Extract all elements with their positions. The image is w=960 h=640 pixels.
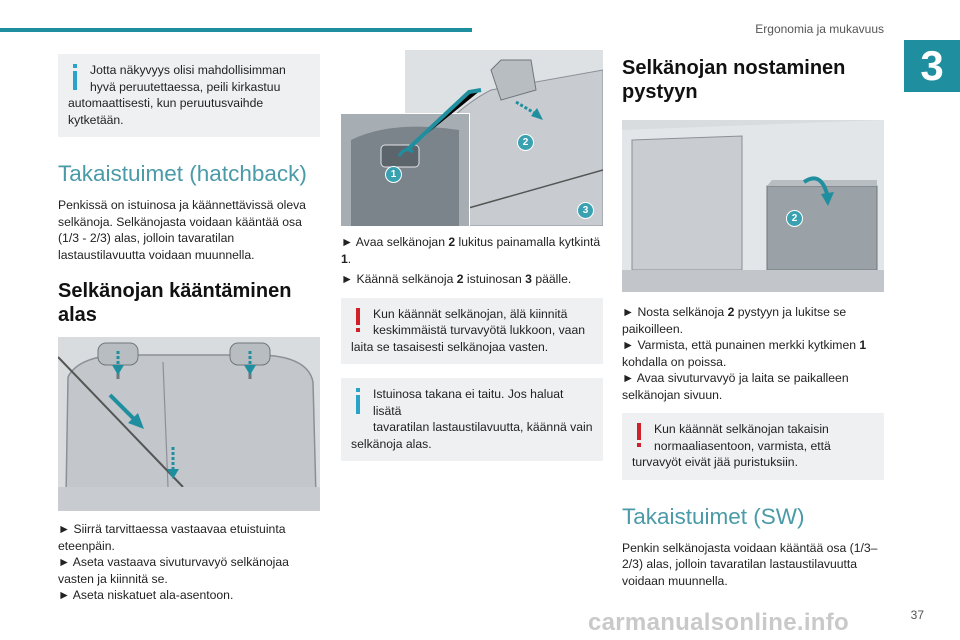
step-text: ► Avaa selkänojan 2 lukitus painamalla kytkintä 1. xyxy=(341,235,601,266)
warning-line: keskimmäistä turvavyötä lukkoon, vaan xyxy=(373,323,586,337)
seat-raise-illustration xyxy=(622,120,884,292)
step-text: ► Siirrä tarvittaessa vastaavaa etuistuinta eteenpäin. xyxy=(58,522,286,553)
warning-text: laita se tasaisesti selkänojaa vasten. xyxy=(351,339,549,354)
chapter-number: 3 xyxy=(904,40,960,92)
warning-box xyxy=(341,298,603,365)
callout-label: 2 xyxy=(786,210,803,227)
step-text: ► Varmista, että punainen merkki kytkimen 1 kohdalla on poissa. xyxy=(622,338,867,369)
step-text: ► Aseta vastaava sivuturvavyö selkänojaa vasten ja kiinnitä se. xyxy=(58,555,289,586)
intro-text: Penkissä on istuinosa ja käännettävissä oleva selkänoja. Selkänojasta voidaan kääntää osa (1/3 - 2/3) alas, jolloin tavaratilan lastaustilavuutta voidaan muunnella. xyxy=(58,198,306,262)
info-text: automaattisesti, kun peruutusvaihde kytketään. xyxy=(68,96,264,127)
warning-icon xyxy=(351,306,365,336)
column-3 xyxy=(622,50,884,589)
page-number: 37 xyxy=(910,608,924,622)
subheading: Selkänojan nostaminen pystyyn xyxy=(622,57,846,103)
warning-box xyxy=(622,413,884,480)
step-text: ► Käännä selkänoja 2 istuinosan 3 päälle. xyxy=(341,272,572,286)
step-text: ► Aseta niskatuet ala-asentoon. xyxy=(58,588,234,602)
section-heading: Takaistuimet (hatchback) xyxy=(58,161,307,186)
info-icon xyxy=(68,62,82,92)
info-text: selkänoja alas. xyxy=(351,436,432,451)
warning-text: turvavyöt eivät jää puristuksiin. xyxy=(632,455,798,469)
step-text: ► Nosta selkänoja 2 pystyyn ja lukitse se paikoilleen. xyxy=(622,305,847,336)
callout-label: 2 xyxy=(517,134,534,151)
warning-line: Kun käännät selkänojan, älä kiinnitä xyxy=(373,306,568,321)
rear-seat-illustration xyxy=(58,337,320,511)
callout-label: 3 xyxy=(577,202,594,219)
header-bar xyxy=(0,28,472,32)
info-line: Jotta näkyvyys olisi mahdollisimman xyxy=(90,63,286,77)
column-2 xyxy=(341,50,603,461)
step-text: ► Avaa sivuturvavyö ja laita se paikalleen selkänojan sivuun. xyxy=(622,371,849,402)
warning-icon xyxy=(632,421,646,451)
warning-line: Kun käännät selkänojan takaisin xyxy=(654,422,829,436)
column-1 xyxy=(58,50,320,604)
sw-text: Penkin selkänojasta voidaan kääntää osa (1/3–2/3) alas, jolloin tavaratilan lastaustilavuutta voidaan muunnella. xyxy=(622,540,878,588)
info-box xyxy=(341,378,603,461)
info-line: tavaratilan lastaustilavuutta, käännä vain xyxy=(373,420,593,434)
seat-release-illustration xyxy=(341,50,603,226)
watermark: carmanualsonline.info xyxy=(588,609,850,636)
section-title: Ergonomia ja mukavuus xyxy=(755,22,884,36)
callout-label: 1 xyxy=(385,166,402,183)
section-heading: Takaistuimet (SW) xyxy=(622,503,805,529)
info-icon xyxy=(351,386,365,416)
warning-line: normaaliasentoon, varmista, että xyxy=(654,438,831,453)
info-box xyxy=(58,54,320,137)
info-line: hyvä peruutettaessa, peili kirkastuu xyxy=(90,79,281,94)
subheading: Selkänojan kääntäminen alas xyxy=(58,280,292,326)
info-line: Istuinosa takana ei taitu. Jos haluat lisätä xyxy=(373,387,564,418)
